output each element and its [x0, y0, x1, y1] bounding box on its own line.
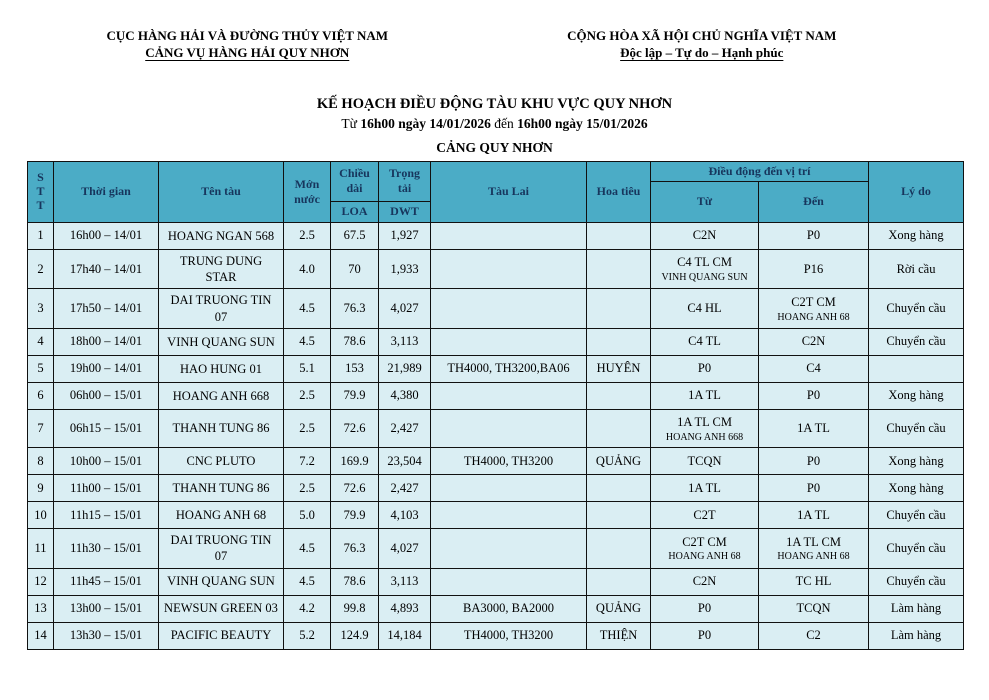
cell-thoi-gian: 06h00 – 15/01	[54, 382, 159, 409]
port-authority-name: CẢNG VỤ HÀNG HẢI QUY NHƠN	[145, 45, 350, 61]
cell-dwt: 4,893	[379, 595, 431, 622]
cell-hoa-tieu	[587, 382, 651, 409]
cell-stt: 8	[28, 448, 54, 475]
table-row	[28, 328, 964, 355]
cell-tu	[651, 622, 759, 649]
cell-ly-do: Chuyển cầu	[869, 289, 964, 329]
cell-den	[759, 448, 869, 475]
col-trong-tai: Trọng tải	[379, 161, 431, 201]
cell-tu-main: P0	[697, 361, 712, 376]
col-hoa-tieu: Hoa tiêu	[587, 161, 651, 222]
cell-ly-do	[869, 355, 964, 382]
agency-name: CỤC HÀNG HẢI VÀ ĐƯỜNG THỦY VIỆT NAM	[106, 28, 389, 43]
table-row	[28, 568, 964, 595]
cell-loa: 153	[331, 355, 379, 382]
cell-den-main: C2N	[801, 334, 826, 349]
cell-dwt: 4,380	[379, 382, 431, 409]
cell-tau-lai	[431, 502, 587, 529]
cell-tu	[651, 595, 759, 622]
cell-den-main: TC HL	[795, 574, 832, 589]
cell-tu-main: C2T CM	[682, 534, 727, 549]
table-row	[28, 448, 964, 475]
cell-tu	[651, 475, 759, 502]
cell-tu-main: C2T	[693, 507, 716, 522]
cell-mon-nuoc: 2.5	[284, 222, 331, 249]
cell-hoa-tieu	[587, 409, 651, 447]
cell-thoi-gian: 13h30 – 15/01	[54, 622, 159, 649]
cell-stt: 5	[28, 355, 54, 382]
cell-thoi-gian: 11h30 – 15/01	[54, 529, 159, 569]
cell-dwt: 23,504	[379, 448, 431, 475]
cell-ly-do: Xong hàng	[869, 475, 964, 502]
cell-mon-nuoc: 4.2	[284, 595, 331, 622]
cell-thoi-gian: 16h00 – 14/01	[54, 222, 159, 249]
col-thoi-gian: Thời gian	[54, 161, 159, 222]
cell-stt: 11	[28, 529, 54, 569]
cell-stt: 9	[28, 475, 54, 502]
page-title: KẾ HOẠCH ĐIỀU ĐỘNG TÀU KHU VỰC QUY NHƠN	[316, 95, 673, 112]
cell-mon-nuoc: 2.5	[284, 409, 331, 447]
col-den: Đến	[759, 181, 869, 222]
cell-tu	[651, 568, 759, 595]
cell-den	[759, 568, 869, 595]
cell-den	[759, 249, 869, 289]
cell-tau-lai	[431, 328, 587, 355]
cell-tu-main: 1A TL CM	[677, 414, 732, 429]
cell-stt: 2	[28, 249, 54, 289]
cell-tau-lai	[431, 568, 587, 595]
cell-tau-lai: TH4000, TH3200	[431, 622, 587, 649]
cell-tu-main: C4 TL CM	[677, 255, 732, 270]
schedule-table	[27, 161, 964, 650]
cell-tau-lai: TH4000, TH3200	[431, 448, 587, 475]
cell-mon-nuoc: 2.5	[284, 475, 331, 502]
cell-ten-tau: DAI TRUONG TIN 07	[159, 529, 284, 569]
cell-den	[759, 289, 869, 329]
cell-loa: 76.3	[331, 289, 379, 329]
table-row	[28, 409, 964, 447]
cell-stt: 3	[28, 289, 54, 329]
cell-loa: 72.6	[331, 409, 379, 447]
cell-dwt: 2,427	[379, 475, 431, 502]
cell-ly-do: Chuyển cầu	[869, 409, 964, 447]
cell-loa: 169.9	[331, 448, 379, 475]
cell-stt: 12	[28, 568, 54, 595]
cell-mon-nuoc: 7.2	[284, 448, 331, 475]
cell-thoi-gian: 11h45 – 15/01	[54, 568, 159, 595]
cell-thoi-gian: 18h00 – 14/01	[54, 328, 159, 355]
cell-dwt: 4,027	[379, 289, 431, 329]
cell-mon-nuoc: 4.5	[284, 289, 331, 329]
cell-den	[759, 529, 869, 569]
cell-loa: 99.8	[331, 595, 379, 622]
cell-tu-sub: HOANG ANH 668	[665, 431, 744, 443]
cell-thoi-gian: 11h00 – 15/01	[54, 475, 159, 502]
cell-thoi-gian: 13h00 – 15/01	[54, 595, 159, 622]
cell-thoi-gian: 19h00 – 14/01	[54, 355, 159, 382]
cell-hoa-tieu	[587, 222, 651, 249]
cell-thoi-gian: 11h15 – 15/01	[54, 502, 159, 529]
cell-thoi-gian: 17h40 – 14/01	[54, 249, 159, 289]
cell-stt: 6	[28, 382, 54, 409]
cell-tu-main: C2N	[692, 574, 717, 589]
cell-tu	[651, 222, 759, 249]
cell-tau-lai: TH4000, TH3200,BA06	[431, 355, 587, 382]
cell-den-main: P16	[803, 261, 824, 276]
col-tau-lai: Tàu Lai	[431, 161, 587, 222]
cell-den	[759, 595, 869, 622]
cell-dwt: 4,027	[379, 529, 431, 569]
col-chieu-dai: Chiều dài	[331, 161, 379, 201]
cell-den-main: C2	[806, 628, 821, 643]
cell-dwt: 3,113	[379, 328, 431, 355]
cell-tu-main: C4 HL	[687, 301, 722, 316]
cell-tu	[651, 409, 759, 447]
cell-thoi-gian: 10h00 – 15/01	[54, 448, 159, 475]
cell-tau-lai	[431, 249, 587, 289]
col-mon-nuoc: Mớn nước	[284, 161, 331, 222]
cell-ly-do: Xong hàng	[869, 222, 964, 249]
cell-tau-lai	[431, 222, 587, 249]
col-tu: Từ	[651, 181, 759, 222]
cell-mon-nuoc: 5.0	[284, 502, 331, 529]
cell-stt: 1	[28, 222, 54, 249]
cell-stt: 10	[28, 502, 54, 529]
cell-ly-do: Làm hàng	[869, 622, 964, 649]
cell-mon-nuoc: 2.5	[284, 382, 331, 409]
cell-tau-lai	[431, 289, 587, 329]
cell-tu	[651, 289, 759, 329]
cell-ly-do: Làm hàng	[869, 595, 964, 622]
cell-tu	[651, 529, 759, 569]
cell-hoa-tieu	[587, 568, 651, 595]
cell-tu	[651, 249, 759, 289]
cell-thoi-gian: 17h50 – 14/01	[54, 289, 159, 329]
cell-dwt: 21,989	[379, 355, 431, 382]
cell-dwt: 1,927	[379, 222, 431, 249]
table-row	[28, 529, 964, 569]
cell-tu-sub: HOANG ANH 68	[668, 551, 741, 563]
col-stt: S T T	[28, 161, 54, 222]
cell-mon-nuoc: 4.5	[284, 529, 331, 569]
cell-ly-do: Chuyển cầu	[869, 328, 964, 355]
republic-motto: Độc lập – Tự do – Hạnh phúc	[620, 45, 784, 61]
cell-tu-main: 1A TL	[688, 388, 721, 403]
cell-tau-lai	[431, 409, 587, 447]
subtitle-prefix: Từ	[341, 115, 357, 131]
cell-loa: 72.6	[331, 475, 379, 502]
cell-loa: 67.5	[331, 222, 379, 249]
cell-tu-main: C2N	[692, 228, 717, 243]
republic-name: CỘNG HÒA XÃ HỘI CHỦ NGHĨA VIỆT NAM	[567, 28, 837, 43]
cell-mon-nuoc: 5.1	[284, 355, 331, 382]
table-row	[28, 289, 964, 329]
cell-den-main: 1A TL	[797, 421, 830, 436]
cell-dwt: 1,933	[379, 249, 431, 289]
cell-den	[759, 502, 869, 529]
col-loa: LOA	[331, 201, 379, 222]
cell-den-sub: HOANG ANH 68	[777, 551, 850, 563]
cell-hoa-tieu: QUẢNG	[587, 595, 651, 622]
cell-mon-nuoc: 5.2	[284, 622, 331, 649]
cell-tau-lai	[431, 382, 587, 409]
cell-thoi-gian: 06h15 – 15/01	[54, 409, 159, 447]
cell-ten-tau: VINH QUANG SUN	[159, 328, 284, 355]
table-row	[28, 475, 964, 502]
cell-tu-main: TCQN	[687, 453, 722, 468]
cell-den	[759, 409, 869, 447]
cell-ten-tau: DAI TRUONG TIN 07	[159, 289, 284, 329]
cell-ten-tau: VINH QUANG SUN	[159, 568, 284, 595]
cell-hoa-tieu: HUYÊN	[587, 355, 651, 382]
cell-hoa-tieu: THIỆN	[587, 622, 651, 649]
cell-den	[759, 382, 869, 409]
table-row	[28, 355, 964, 382]
cell-ly-do: Xong hàng	[869, 448, 964, 475]
cell-ten-tau: THANH TUNG 86	[159, 409, 284, 447]
cell-hoa-tieu	[587, 249, 651, 289]
cell-ten-tau: CNC PLUTO	[159, 448, 284, 475]
cell-tu	[651, 448, 759, 475]
cell-tu	[651, 355, 759, 382]
cell-tu	[651, 502, 759, 529]
cell-loa: 76.3	[331, 529, 379, 569]
cell-mon-nuoc: 4.5	[284, 328, 331, 355]
table-row	[28, 622, 964, 649]
table-row	[28, 595, 964, 622]
subtitle-end-datetime: 16h00 ngày 15/01/2026	[517, 115, 648, 131]
cell-den-main: P0	[806, 480, 821, 495]
cell-ten-tau: PACIFIC BEAUTY	[159, 622, 284, 649]
cell-den-main: P0	[806, 388, 821, 403]
cell-loa: 79.9	[331, 382, 379, 409]
cell-ten-tau: HAO HUNG 01	[159, 355, 284, 382]
header-left	[20, 28, 475, 62]
header-right	[475, 28, 930, 62]
cell-ten-tau: HOANG ANH 68	[159, 502, 284, 529]
cell-tu	[651, 382, 759, 409]
cell-den	[759, 475, 869, 502]
national-header	[0, 0, 989, 62]
subtitle-mid: đến	[494, 115, 514, 131]
table-row	[28, 382, 964, 409]
col-dwt: DWT	[379, 201, 431, 222]
cell-tu-main: P0	[697, 601, 712, 616]
cell-den-main: TCQN	[796, 601, 831, 616]
cell-den-sub: HOANG ANH 68	[777, 311, 850, 323]
cell-tu-sub: VINH QUANG SUN	[661, 272, 748, 284]
cell-hoa-tieu: QUẢNG	[587, 448, 651, 475]
cell-ly-do: Xong hàng	[869, 382, 964, 409]
cell-mon-nuoc: 4.5	[284, 568, 331, 595]
cell-mon-nuoc: 4.0	[284, 249, 331, 289]
cell-loa: 78.6	[331, 568, 379, 595]
cell-tau-lai	[431, 475, 587, 502]
cell-den	[759, 328, 869, 355]
cell-hoa-tieu	[587, 529, 651, 569]
cell-den-main: C2T CM	[791, 294, 836, 309]
cell-stt: 4	[28, 328, 54, 355]
table-row	[28, 222, 964, 249]
cell-ly-do: Chuyển cầu	[869, 502, 964, 529]
cell-ly-do: Rời cầu	[869, 249, 964, 289]
cell-den	[759, 222, 869, 249]
cell-loa: 70	[331, 249, 379, 289]
cell-stt: 14	[28, 622, 54, 649]
cell-stt: 7	[28, 409, 54, 447]
cell-ly-do: Chuyển cầu	[869, 568, 964, 595]
cell-tu-main: C4 TL	[688, 334, 721, 349]
cell-ten-tau: HOANG ANH 668	[159, 382, 284, 409]
subtitle-start-datetime: 16h00 ngày 14/01/2026	[360, 115, 491, 131]
col-ly-do: Lý do	[869, 161, 964, 222]
cell-den	[759, 622, 869, 649]
cell-hoa-tieu	[587, 502, 651, 529]
cell-dwt: 3,113	[379, 568, 431, 595]
cell-stt: 13	[28, 595, 54, 622]
cell-den-main: 1A TL	[797, 507, 830, 522]
cell-dwt: 2,427	[379, 409, 431, 447]
table-body	[28, 222, 964, 649]
section-title: CẢNG QUY NHƠN	[436, 139, 553, 155]
cell-tau-lai: BA3000, BA2000	[431, 595, 587, 622]
cell-den-main: P0	[806, 453, 821, 468]
cell-tau-lai	[431, 529, 587, 569]
cell-tu	[651, 328, 759, 355]
cell-den	[759, 355, 869, 382]
cell-hoa-tieu	[587, 475, 651, 502]
cell-ten-tau: HOANG NGAN 568	[159, 222, 284, 249]
cell-tu-main: P0	[697, 628, 712, 643]
cell-loa: 124.9	[331, 622, 379, 649]
date-range-subtitle	[0, 116, 989, 132]
cell-den-main: C4	[806, 361, 821, 376]
cell-loa: 79.9	[331, 502, 379, 529]
col-group-dieu-dong: Điều động đến vị trí	[651, 161, 869, 181]
cell-ten-tau: NEWSUN GREEN 03	[159, 595, 284, 622]
col-ten-tau: Tên tàu	[159, 161, 284, 222]
cell-hoa-tieu	[587, 289, 651, 329]
cell-den-main: P0	[806, 228, 821, 243]
cell-hoa-tieu	[587, 328, 651, 355]
cell-ly-do: Chuyển cầu	[869, 529, 964, 569]
cell-dwt: 14,184	[379, 622, 431, 649]
cell-ten-tau: THANH TUNG 86	[159, 475, 284, 502]
cell-tu-main: 1A TL	[688, 480, 721, 495]
table-row	[28, 249, 964, 289]
cell-den-main: 1A TL CM	[786, 534, 841, 549]
table-row	[28, 502, 964, 529]
cell-loa: 78.6	[331, 328, 379, 355]
cell-ten-tau: TRUNG DUNG STAR	[159, 249, 284, 289]
cell-dwt: 4,103	[379, 502, 431, 529]
table-header	[28, 161, 964, 222]
